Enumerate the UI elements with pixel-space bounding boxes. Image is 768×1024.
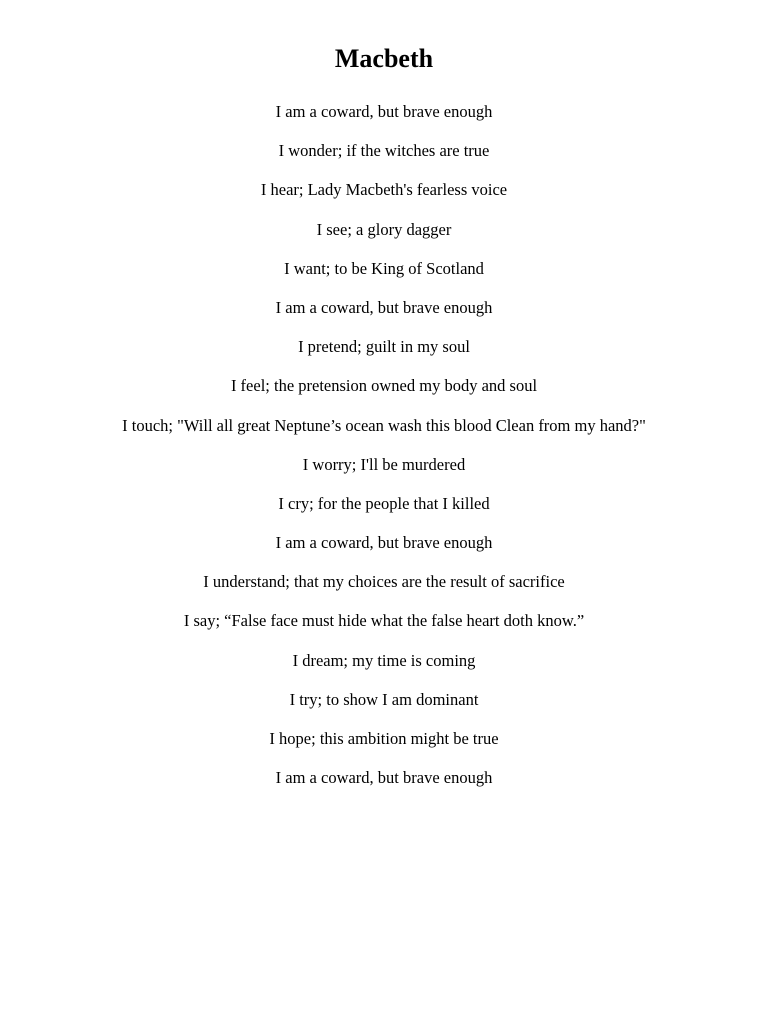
poem-line: I feel; the pretension owned my body and soul xyxy=(230,376,538,396)
poem-line: I try; to show I am dominant xyxy=(289,689,479,709)
poem-line: I am a coward, but brave enough xyxy=(275,102,493,121)
poem-line: I want; to be King of Scotland xyxy=(284,258,484,278)
poem-line: I dream; my time is coming xyxy=(292,650,476,670)
poem-line: I worry; I'll be murdered xyxy=(302,454,466,474)
poem-line: I am a coward, but brave enough xyxy=(275,297,493,317)
poem-line: I understand; that my choices are the result of sacrifice xyxy=(203,572,565,592)
poem-line: I pretend; guilt in my soul xyxy=(298,337,470,357)
poem-line: I touch; "Will all great Neptune’s ocean wash this blood Clean from my hand?" xyxy=(122,415,646,435)
poem-body xyxy=(0,100,768,805)
poem-line: I see; a glory dagger xyxy=(316,219,452,239)
poem-line: I say; “False face must hide what the false heart doth know.” xyxy=(183,611,585,631)
poem-line: I hope; this ambition might be true xyxy=(269,729,499,748)
poem-line: I wonder; if the witches are true xyxy=(278,141,490,161)
poem-line: I cry; for the people that I killed xyxy=(278,493,490,513)
poem-line: I am a coward, but brave enough xyxy=(275,533,493,553)
poem-line: I am a coward, but brave enough xyxy=(275,768,493,788)
poem-title: Macbeth xyxy=(334,44,434,73)
poem-line: I hear; Lady Macbeth's fearless voice xyxy=(260,180,508,200)
